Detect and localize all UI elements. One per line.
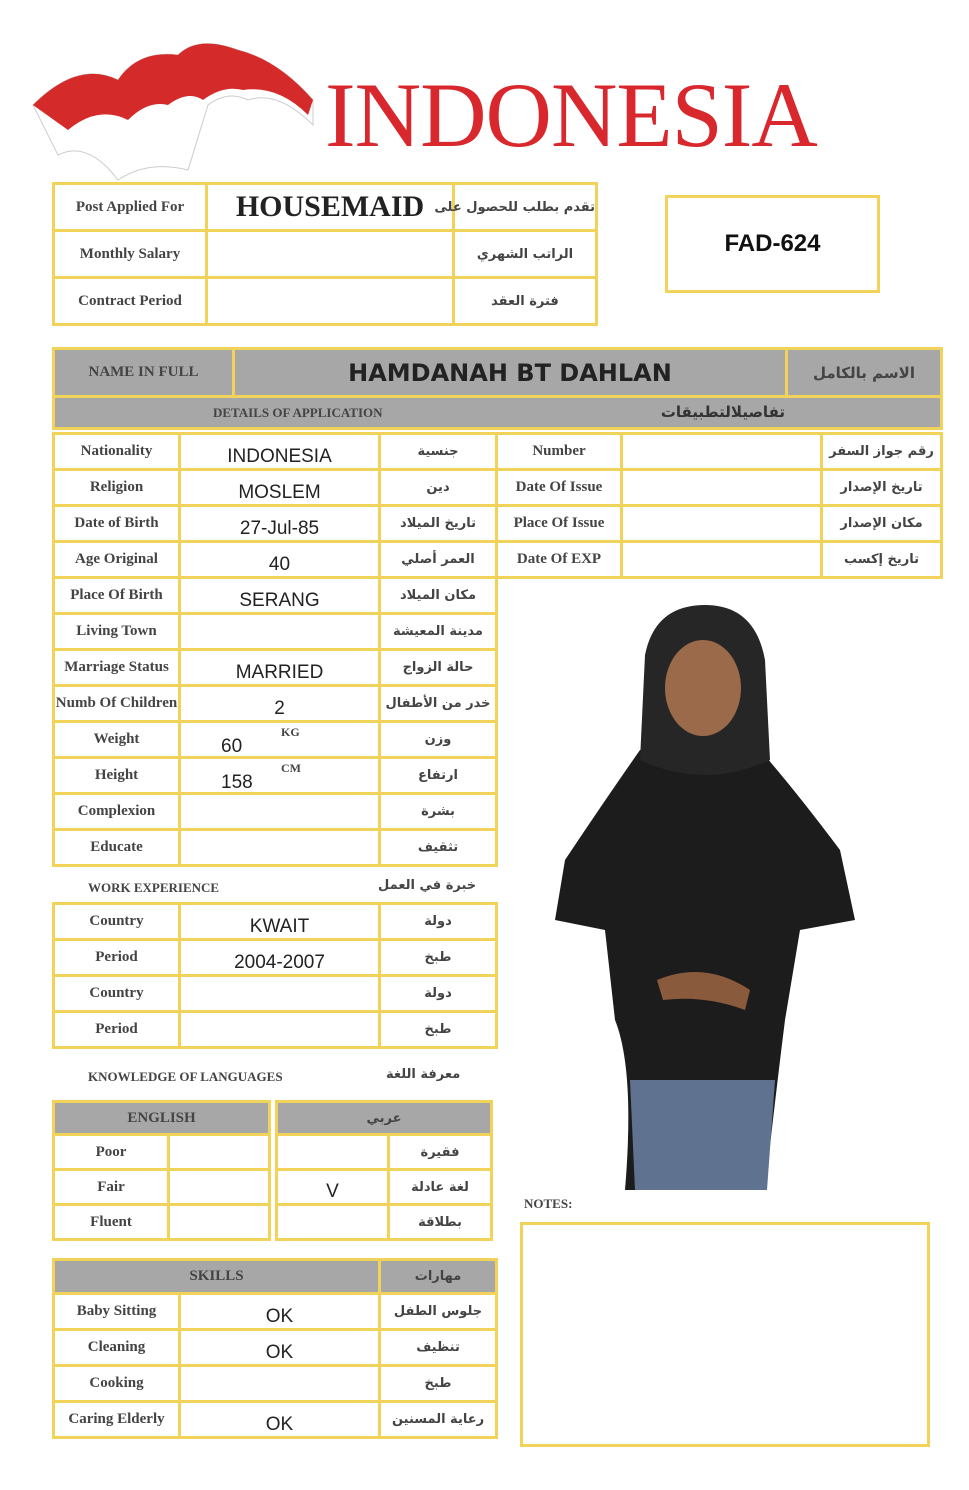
field-label: Period (54, 940, 180, 976)
field-label-ar: مدينة المعيشة (380, 614, 497, 650)
language-title: عربي (277, 1102, 492, 1135)
work-heading-ar: خبرة في العمل (378, 878, 477, 893)
field-value (169, 1205, 270, 1240)
table-row (54, 650, 497, 686)
field-label: Complexion (54, 794, 180, 830)
field-value (622, 506, 822, 542)
field-label: Religion (54, 470, 180, 506)
details-heading: DETAILS OF APPLICATION (213, 405, 383, 420)
table-row (54, 722, 497, 758)
field-value-text: HOUSEMAID (235, 190, 425, 223)
field-label-ar: بشرة (380, 794, 497, 830)
field-value (180, 830, 380, 866)
field-value-text: 2004-2007 (234, 952, 325, 973)
table-row (54, 976, 497, 1012)
field-label: Post Applied For (54, 184, 207, 231)
post-table (52, 182, 598, 326)
field-value (180, 904, 380, 940)
table-row (54, 542, 497, 578)
field-label-ar: فترة العقد (454, 278, 597, 325)
field-label: Number (497, 434, 622, 470)
header-title: INDONESIA (325, 64, 817, 166)
field-value (207, 231, 454, 278)
field-label: Marriage Status (54, 650, 180, 686)
field-label: Cooking (54, 1366, 180, 1402)
field-label: Living Town (54, 614, 180, 650)
field-value (277, 1135, 389, 1170)
field-value (180, 470, 380, 506)
table-row (497, 470, 942, 506)
table-row (54, 506, 497, 542)
table-row (497, 506, 942, 542)
field-value (622, 434, 822, 470)
reference-code-box: FAD-624 (665, 195, 880, 293)
details-heading-ar: تفاصيلالتطبيقات (660, 403, 785, 421)
field-label: Date Of Issue (497, 470, 622, 506)
table-row (54, 1135, 270, 1170)
field-value-text: OK (265, 1306, 294, 1327)
field-value (180, 1402, 380, 1438)
applicant-photo (545, 600, 865, 1195)
field-label-ar: تثقيف (380, 830, 497, 866)
field-label-ar: تاريخ الإصدار (822, 470, 942, 506)
unit-label: CM (281, 761, 301, 775)
english-table (52, 1100, 271, 1241)
languages-heading-ar: معرفة اللغة (386, 1067, 461, 1082)
field-label-ar: مكان الميلاد (380, 578, 497, 614)
field-value (180, 506, 380, 542)
field-value (180, 578, 380, 614)
table-row (497, 542, 942, 578)
field-value-text: MARRIED (235, 662, 324, 683)
table-row (54, 1330, 497, 1366)
table-row (54, 686, 497, 722)
field-label-ar: طبخ (380, 1012, 497, 1048)
field-value-text: 60 (221, 736, 243, 757)
field-label-ar: جنسية (380, 434, 497, 470)
table-row (277, 1170, 492, 1205)
field-value-text: 2 (274, 698, 285, 719)
field-label: Poor (54, 1135, 169, 1170)
field-label: Date Of EXP (497, 542, 622, 578)
table-row (54, 1402, 497, 1438)
field-label: فقيرة (389, 1135, 492, 1170)
work-heading: WORK EXPERIENCE (88, 880, 220, 895)
field-value-text: SERANG (239, 590, 320, 611)
table-row (54, 470, 497, 506)
table-row (54, 1366, 497, 1402)
table-row (54, 184, 597, 231)
field-label: Contract Period (54, 278, 207, 325)
field-label-ar: تنظيف (380, 1330, 497, 1366)
skills-heading-ar: مهارات (380, 1260, 497, 1294)
field-value-text: OK (265, 1414, 294, 1435)
field-value-text: INDONESIA (227, 446, 332, 467)
table-row (54, 434, 497, 470)
field-value (169, 1170, 270, 1205)
table-row (54, 231, 597, 278)
field-label: Country (54, 904, 180, 940)
field-label: بطلاقة (389, 1205, 492, 1240)
field-value (277, 1205, 389, 1240)
passport-table (495, 432, 943, 579)
indonesia-flag-logo (28, 30, 318, 180)
field-label: لغة عادلة (389, 1170, 492, 1205)
languages-heading: KNOWLEDGE OF LANGUAGES (88, 1069, 283, 1084)
field-label-ar: رعاية المسنين (380, 1402, 497, 1438)
table-row (54, 758, 497, 794)
field-value (180, 434, 380, 470)
field-value (180, 542, 380, 578)
field-value-text: MOSLEM (238, 482, 321, 503)
field-value (180, 1012, 380, 1048)
field-label-ar: طبخ (380, 1366, 497, 1402)
field-label-ar: دين (380, 470, 497, 506)
table-row (54, 278, 597, 325)
unit-label: KG (281, 725, 300, 739)
field-value (169, 1135, 270, 1170)
field-label: Educate (54, 830, 180, 866)
field-label-ar: طبخ (380, 940, 497, 976)
field-label: Weight (54, 722, 180, 758)
field-label-ar: دولة (380, 976, 497, 1012)
field-value (622, 542, 822, 578)
field-value (180, 614, 380, 650)
field-label-ar: العمر أصلي (380, 542, 497, 578)
table-row (54, 794, 497, 830)
field-value (622, 470, 822, 506)
field-label: Place Of Birth (54, 578, 180, 614)
table-row (54, 1012, 497, 1048)
field-value (180, 722, 380, 758)
field-label: Fluent (54, 1205, 169, 1240)
table-row (54, 1294, 497, 1330)
field-label-ar: تاريخ إكسب (822, 542, 942, 578)
full-name-value: HAMDANAH BT DAHLAN (234, 349, 787, 397)
field-label: Date of Birth (54, 506, 180, 542)
language-title: ENGLISH (54, 1102, 270, 1135)
field-label: Age Original (54, 542, 180, 578)
field-label: Numb Of Children (54, 686, 180, 722)
field-label-ar: تاريخ الميلاد (380, 506, 497, 542)
work-table (52, 902, 498, 1049)
table-row (54, 1170, 270, 1205)
skills-table (52, 1258, 498, 1439)
field-label-ar: خدر من الأطفال (380, 686, 497, 722)
field-label: Caring Elderly (54, 1402, 180, 1438)
table-row (54, 830, 497, 866)
arabic-table (275, 1100, 493, 1241)
personal-table (52, 432, 498, 867)
field-value-text: 27-Jul-85 (239, 518, 320, 539)
field-label: Baby Sitting (54, 1294, 180, 1330)
field-label: Place Of Issue (497, 506, 622, 542)
field-value-text: 40 (268, 554, 291, 575)
field-label: Cleaning (54, 1330, 180, 1366)
field-label-ar: حالة الزواج (380, 650, 497, 686)
field-label-ar: جلوس الطفل (380, 1294, 497, 1330)
field-value-text: OK (265, 1342, 294, 1363)
field-label-ar: ارتفاع (380, 758, 497, 794)
field-label: Fair (54, 1170, 169, 1205)
field-label: Nationality (54, 434, 180, 470)
field-value (180, 758, 380, 794)
field-label: Height (54, 758, 180, 794)
field-value (180, 794, 380, 830)
table-row (277, 1205, 492, 1240)
table-row (277, 1135, 492, 1170)
table-row (497, 434, 942, 470)
field-label-ar: الراتب الشهري (454, 231, 597, 278)
details-heading-bar (54, 397, 942, 429)
field-label: Country (54, 976, 180, 1012)
field-label-ar: رقم جواز السفر (822, 434, 942, 470)
field-value (180, 1330, 380, 1366)
field-value (277, 1170, 389, 1205)
table-row (54, 614, 497, 650)
field-label-ar: وزن (380, 722, 497, 758)
notes-box (520, 1222, 930, 1447)
name-label: NAME IN FULL (54, 349, 234, 397)
field-value (180, 1366, 380, 1402)
field-value (180, 650, 380, 686)
field-label: Monthly Salary (54, 231, 207, 278)
notes-label: NOTES: (524, 1196, 573, 1211)
field-value (180, 1294, 380, 1330)
field-value-text: 158 (221, 772, 253, 793)
field-label: Period (54, 1012, 180, 1048)
table-row (54, 1205, 270, 1240)
field-value-text: KWAIT (249, 916, 310, 937)
name-table (52, 347, 943, 430)
field-value (207, 278, 454, 325)
table-row (54, 904, 497, 940)
field-value (180, 940, 380, 976)
field-label-ar: دولة (380, 904, 497, 940)
name-label-ar: الاسم بالكامل (787, 349, 942, 397)
table-row (54, 940, 497, 976)
table-row (54, 578, 497, 614)
field-value-text: V (326, 1181, 339, 1202)
field-value (180, 686, 380, 722)
field-value (207, 184, 454, 231)
field-value (180, 976, 380, 1012)
skills-heading: SKILLS (54, 1260, 380, 1294)
field-label-ar: مكان الإصدار (822, 506, 942, 542)
field-label-ar: تقدم بطلب للحصول على (454, 184, 597, 231)
